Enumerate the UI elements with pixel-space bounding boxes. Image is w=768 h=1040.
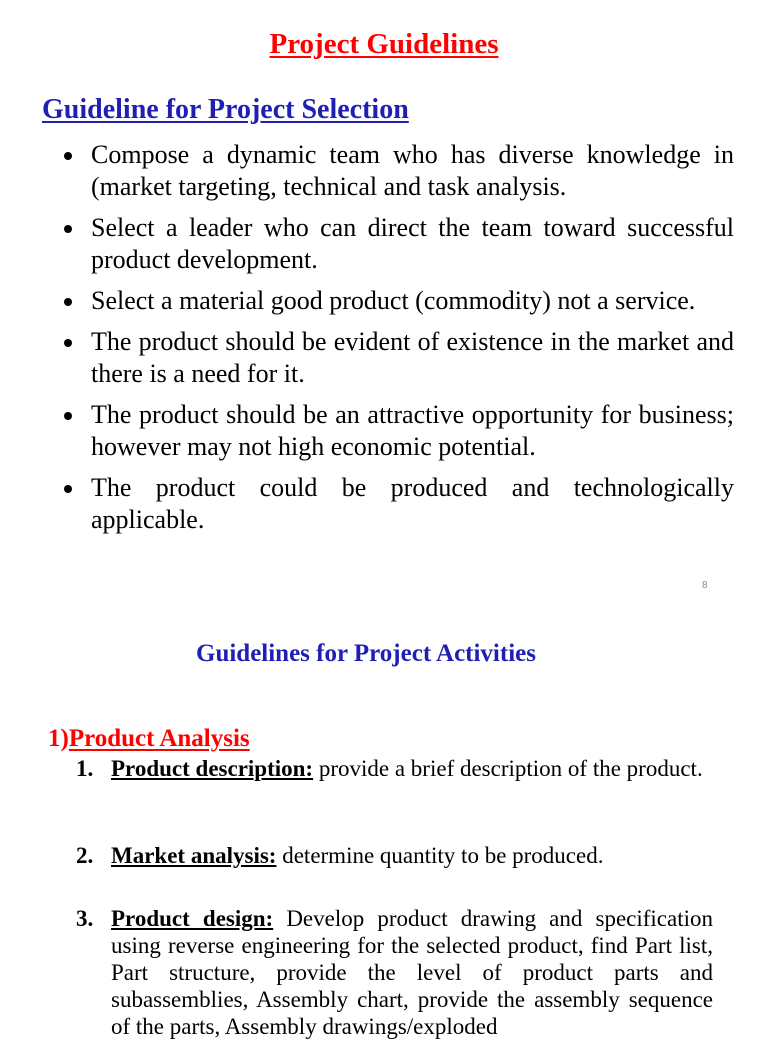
activity-item-product-description: [76, 755, 713, 782]
page-title: Project Guidelines: [269, 28, 499, 60]
product-analysis-heading: [48, 723, 250, 755]
list-item: [60, 212, 734, 276]
list-item: [60, 472, 734, 536]
bullet-icon: [64, 339, 72, 347]
activity-item-product-design: [76, 905, 713, 1040]
list-item: [76, 755, 713, 782]
list-item-text: The product should be evident of existence in the market and there is a need for it.: [91, 327, 734, 388]
item-term: Product design:: [111, 906, 274, 931]
item-text: Develop product drawing and specification using reverse engineering for the selected product, find Part list, Part structure, provide the level of product parts and subassemblies, Assembly chart, provide the assembly sequence of the parts, Assembly drawings/exploded: [111, 906, 713, 1039]
list-item-text: The product should be an attractive opportunity for business; however may not high economic potential.: [91, 400, 734, 461]
bullet-icon: [64, 485, 72, 493]
item-term: Product description:: [111, 756, 314, 781]
list-item-text: Select a leader who can direct the team toward successful product development.: [91, 213, 734, 274]
item-term: Market analysis:: [111, 843, 277, 868]
item-text: determine quantity to be produced.: [282, 843, 604, 868]
bullet-icon: [64, 298, 72, 306]
project-activities-heading: Guidelines for Project Activities: [196, 640, 536, 667]
item-text: provide a brief description of the product.: [318, 756, 703, 781]
bullet-icon: [64, 225, 72, 233]
bullet-icon: [64, 152, 72, 160]
list-item: [60, 326, 734, 390]
item-number: 1.: [76, 756, 94, 781]
bullet-icon: [64, 412, 72, 420]
page-number: 8: [702, 580, 708, 591]
list-item: [60, 399, 734, 463]
subsection-title: Product Analysis: [68, 725, 250, 752]
list-item-text: Compose a dynamic team who has diverse knowledge in (market targeting, technical and task analysis.: [91, 140, 734, 201]
list-item: [76, 842, 713, 869]
project-selection-heading: Guideline for Project Selection: [42, 94, 409, 125]
subsection-number: 1): [48, 725, 69, 752]
item-number: 2.: [76, 843, 94, 868]
selection-guidelines-list: [60, 139, 734, 545]
item-number: 3.: [76, 906, 94, 931]
list-item: [60, 139, 734, 203]
list-item: [60, 285, 734, 317]
activity-item-market-analysis: [76, 842, 713, 869]
list-item-text: Select a material good product (commodity) not a service.: [91, 286, 696, 315]
list-item-text: The product could be produced and technologically applicable.: [91, 473, 734, 534]
list-item: [76, 905, 713, 1040]
